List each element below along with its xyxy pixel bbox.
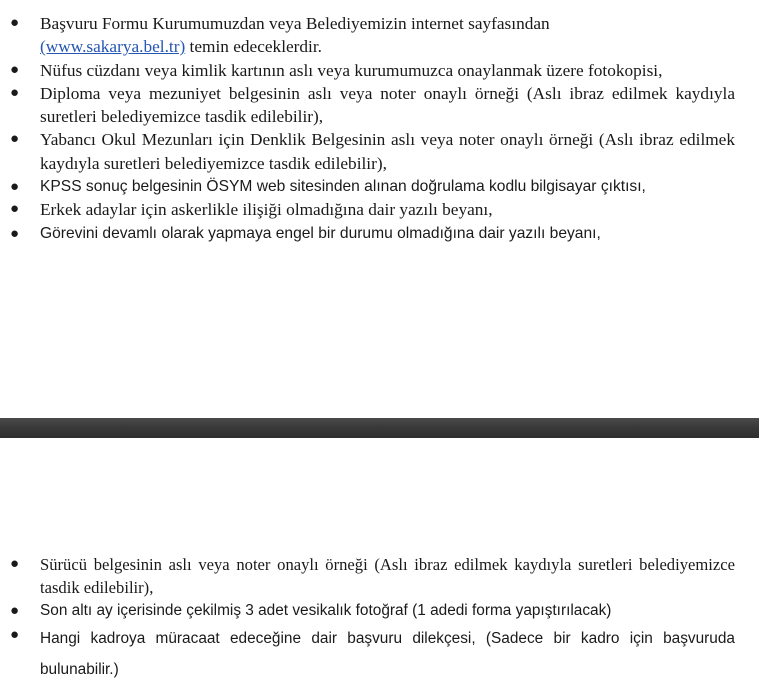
bullet-icon: ●	[10, 84, 20, 101]
bullet-icon: ●	[10, 178, 20, 196]
requirements-list-bottom	[0, 553, 759, 685]
list-item	[0, 128, 759, 175]
list-item-text: Görevini devamlı olarak yapmaya engel bir durumu olmadığına dair yazılı beyanı,	[40, 224, 601, 242]
list-item-text: Son altı ay içerisinde çekilmiş 3 adet vesikalık fotoğraf (1 adedi forma yapıştırılacak)	[40, 602, 612, 619]
bullet-icon: ●	[10, 61, 20, 78]
bullet-icon: ●	[10, 201, 20, 218]
list-item	[0, 623, 759, 685]
bullet-icon: ●	[10, 602, 20, 619]
bullet-icon: ●	[10, 224, 20, 242]
page-separator-bar	[0, 418, 759, 438]
list-item-text: Diploma veya mezuniyet belgesinin aslı veya noter onaylı örneği (Aslı ibraz edilmek kaydıyla suretleri belediyemizce tasdik edilebilir),	[40, 83, 735, 127]
list-item-text: Yabancı Okul Mezunları için Denklik Belgesinin aslı veya noter onaylı örneği (Aslı ibraz edilmek kaydıyla suretleri belediyemizce tasdik edilebilir),	[40, 130, 735, 173]
bullet-icon: ●	[10, 626, 20, 643]
list-item-text: Başvuru Formu Kurumumuzdan veya Belediyemizin internet sayfasından (www.sakarya.bel.tr) temin edeceklerdir.	[40, 14, 550, 57]
list-item	[0, 222, 759, 245]
list-item	[0, 12, 759, 59]
list-item-text: Erkek adaylar için askerlikle ilişiği olmadığına dair yazılı beyanı,	[40, 200, 493, 220]
list-item	[0, 175, 759, 198]
list-item	[0, 59, 759, 82]
list-item-text: KPSS sonuç belgesinin ÖSYM web sitesinden alınan doğrulama kodlu bilgisayar çıktısı,	[40, 178, 646, 196]
list-item	[0, 599, 759, 623]
list-item-text: Nüfus cüzdanı veya kimlik kartının aslı veya kurumumuzca onaylanmak üzere fotokopisi,	[40, 60, 663, 80]
bullet-icon: ●	[10, 15, 20, 31]
bullet-icon: ●	[10, 556, 20, 572]
website-link[interactable]: (www.sakarya.bel.tr)	[40, 37, 186, 57]
list-item	[0, 553, 759, 599]
list-item	[0, 82, 759, 129]
list-item-text: Sürücü belgesinin aslı veya noter onaylı örneği (Aslı ibraz edilmek kaydıyla suretleri belediyemizce tasdik edilebilir),	[40, 555, 735, 597]
list-item	[0, 198, 759, 221]
bullet-icon: ●	[10, 131, 20, 148]
requirements-list-top	[0, 12, 759, 245]
list-item-text: Hangi kadroya müracaat edeceğine dair başvuru dilekçesi, (Sadece bir kadro için başvuruda bulunabilir.)	[40, 630, 735, 678]
